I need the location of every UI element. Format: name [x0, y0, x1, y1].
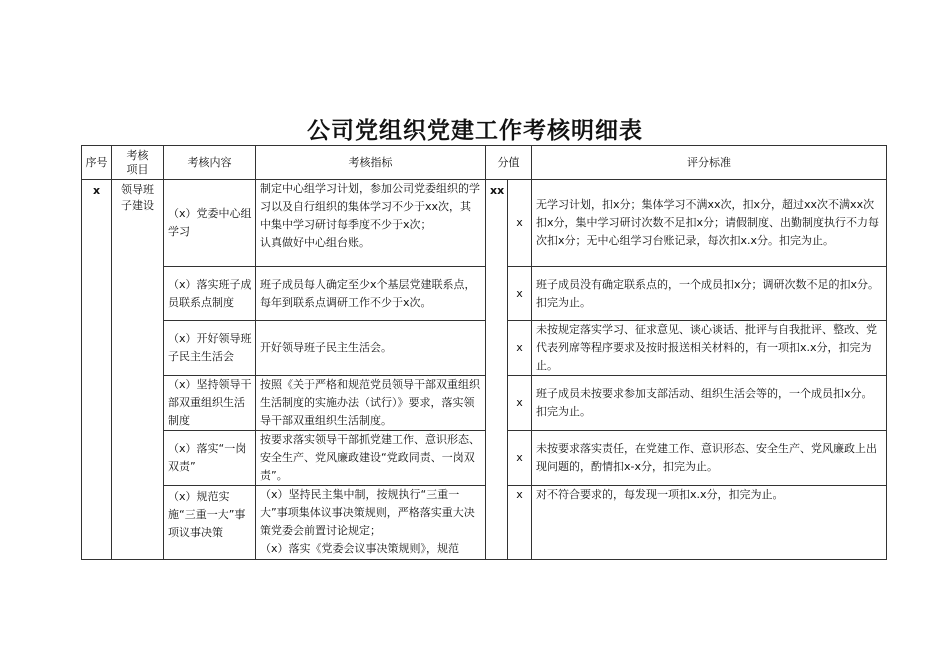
- group-project: 领导班子建设: [112, 180, 164, 560]
- row-indicator: 制定中心组学习计划，参加公司党委组织的学习以及自行组织的集体学习不少于xx次，其中集中学习研讨每季度不少于x次； 认真做好中心组台账。: [256, 180, 486, 267]
- row-criteria: 对不符合要求的，每发现一项扣x.x分，扣完为止。: [532, 486, 887, 560]
- row-indicator: 班子成员每人确定至少x个基层党建联系点，每年到联系点调研工作不少于x次。: [256, 267, 486, 321]
- header-content: 考核内容: [164, 146, 256, 180]
- row-score: x: [508, 431, 532, 486]
- table-row: [82, 321, 887, 376]
- table-row: [82, 267, 887, 321]
- row-criteria: 班子成员未按要求参加支部活动、组织生活会等的，一个成员扣x分。扣完为止。: [532, 376, 887, 431]
- group-seq: x: [82, 180, 112, 560]
- header-score: 分值: [486, 146, 532, 180]
- table-row: [82, 431, 887, 486]
- row-indicator: 开好领导班子民主生活会。: [256, 321, 486, 376]
- header-indicator: 考核指标: [256, 146, 486, 180]
- row-content: （x）开好领导班子民主生活会: [164, 321, 256, 376]
- row-criteria: 无学习计划，扣x分；集体学习不满xx次，扣x分，超过xx次不满xx次扣x分，集中学习研讨次数不足扣x分；请假制度、出勤制度执行不力每次扣x分；无中心组学习台账记录，每次扣x.x分。扣完为止。: [532, 180, 887, 267]
- header-criteria: 评分标准: [532, 146, 887, 180]
- row-criteria: 班子成员没有确定联系点的，一个成员扣x分；调研次数不足的扣x分。扣完为止。: [532, 267, 887, 321]
- row-score: x: [508, 267, 532, 321]
- row-score: x: [508, 486, 532, 560]
- row-score: x: [508, 321, 532, 376]
- row-indicator: 按照《关于严格和规范党员领导干部双重组织生活制度的实施办法（试行）》要求，落实领导干部双重组织生活制度。: [256, 376, 486, 431]
- row-content: （x）规范实施“三重一大”事项议事决策: [164, 486, 256, 560]
- row-content: （x）坚持领导干部双重组织生活制度: [164, 376, 256, 431]
- table-row: [82, 486, 887, 560]
- row-indicator: （x）坚持民主集中制，按规执行“三重一大”事项集体议事决策规则，严格落实重大决策党委会前置讨论规定； （x）落实《党委会议事决策规则》，规范: [256, 486, 486, 560]
- row-content: （x）落实班子成员联系点制度: [164, 267, 256, 321]
- row-content: （x）党委中心组学习: [164, 180, 256, 267]
- row-content: （x）落实“一岗双责”: [164, 431, 256, 486]
- row-criteria: 未按要求落实责任，在党建工作、意识形态、安全生产、党风廉政上出现问题的，酌情扣x-x分，扣完为止。: [532, 431, 887, 486]
- row-criteria: 未按规定落实学习、征求意见、谈心谈话、批评与自我批评、整改、党代表列席等程序要求及按时报送相关材料的，有一项扣x.x分，扣完为止。: [532, 321, 887, 376]
- page-title: 公司党组织党建工作考核明细表: [307, 118, 643, 144]
- header-project: 考核项目: [112, 146, 164, 180]
- row-indicator: 按要求落实领导干部抓党建工作、意识形态、安全生产、党风廉政建设“党政同责、一岗双责”。: [256, 431, 486, 486]
- row-score: x: [508, 180, 532, 267]
- row-score: x: [508, 376, 532, 431]
- table-row: [82, 376, 887, 431]
- header-row: [82, 146, 887, 180]
- assessment-table: [81, 145, 887, 560]
- group-score: xx: [486, 180, 508, 560]
- header-seq: 序号: [82, 146, 112, 180]
- table-row: [82, 180, 887, 267]
